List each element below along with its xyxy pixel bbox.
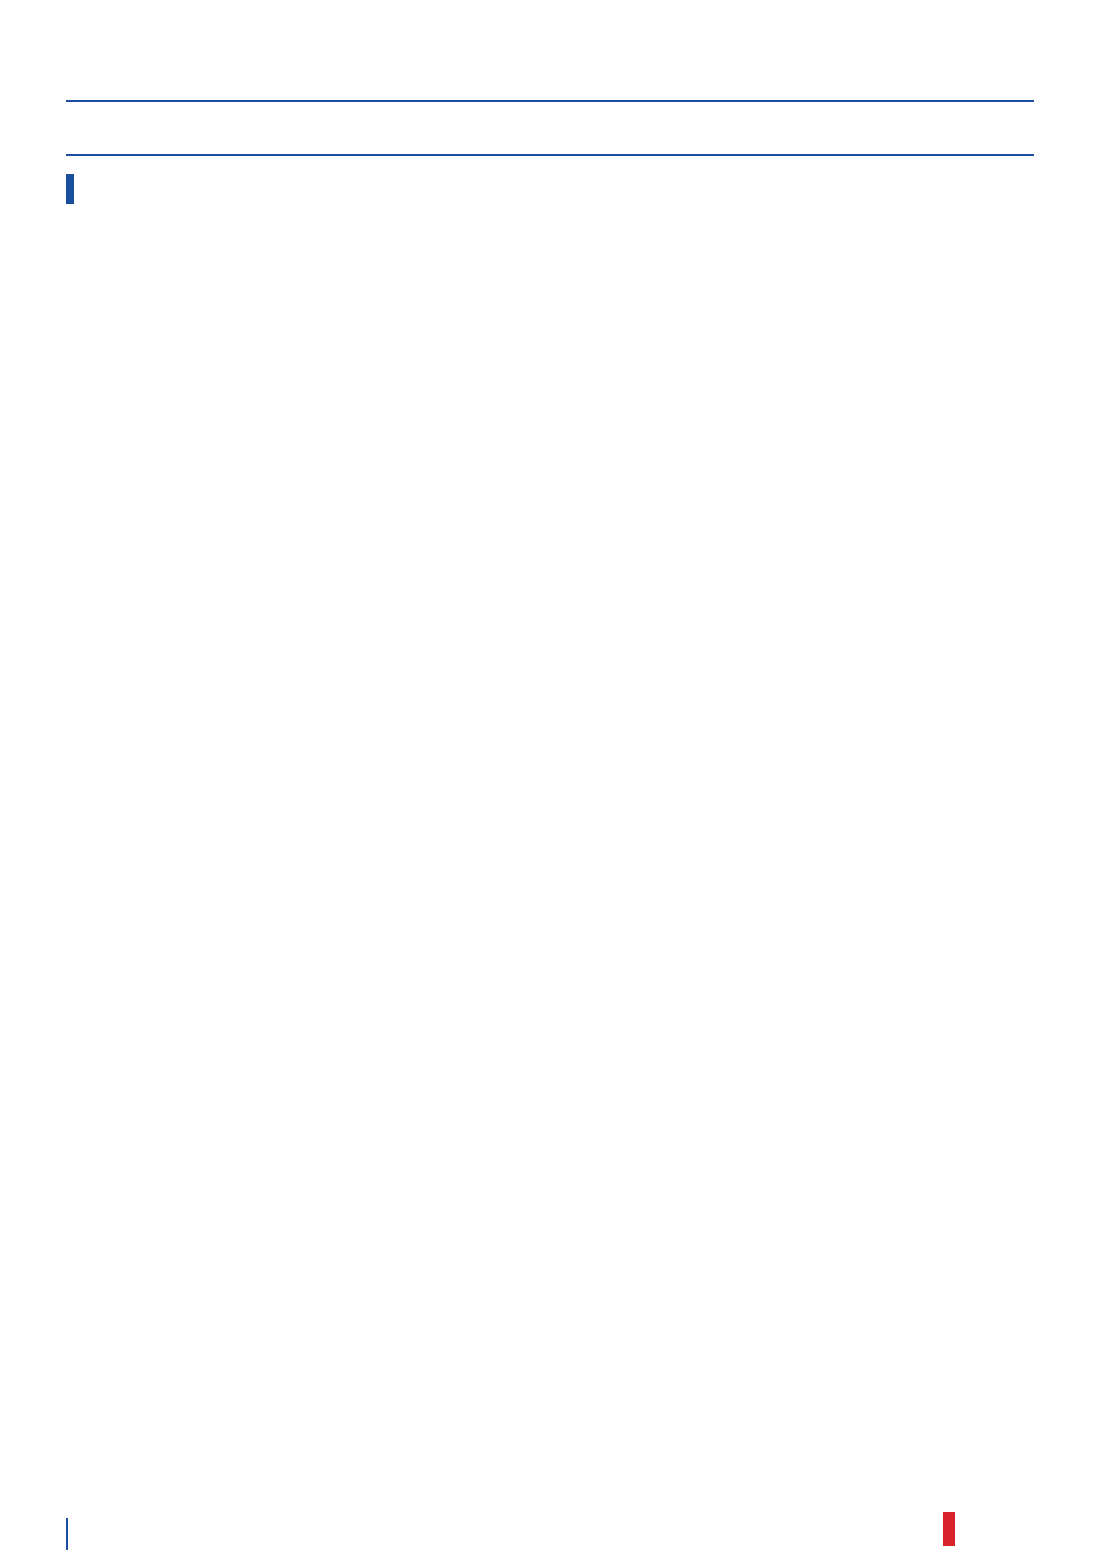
footer-divider [66,1518,68,1550]
logo-main [943,1512,955,1546]
entry-marker [66,174,74,204]
page-content [100,60,1034,178]
divider [66,100,1034,102]
divider [66,154,1034,156]
day-heading-tuesday [100,148,1034,156]
day-heading-monday [100,94,1034,102]
inkefalonia-logo [941,1512,955,1546]
